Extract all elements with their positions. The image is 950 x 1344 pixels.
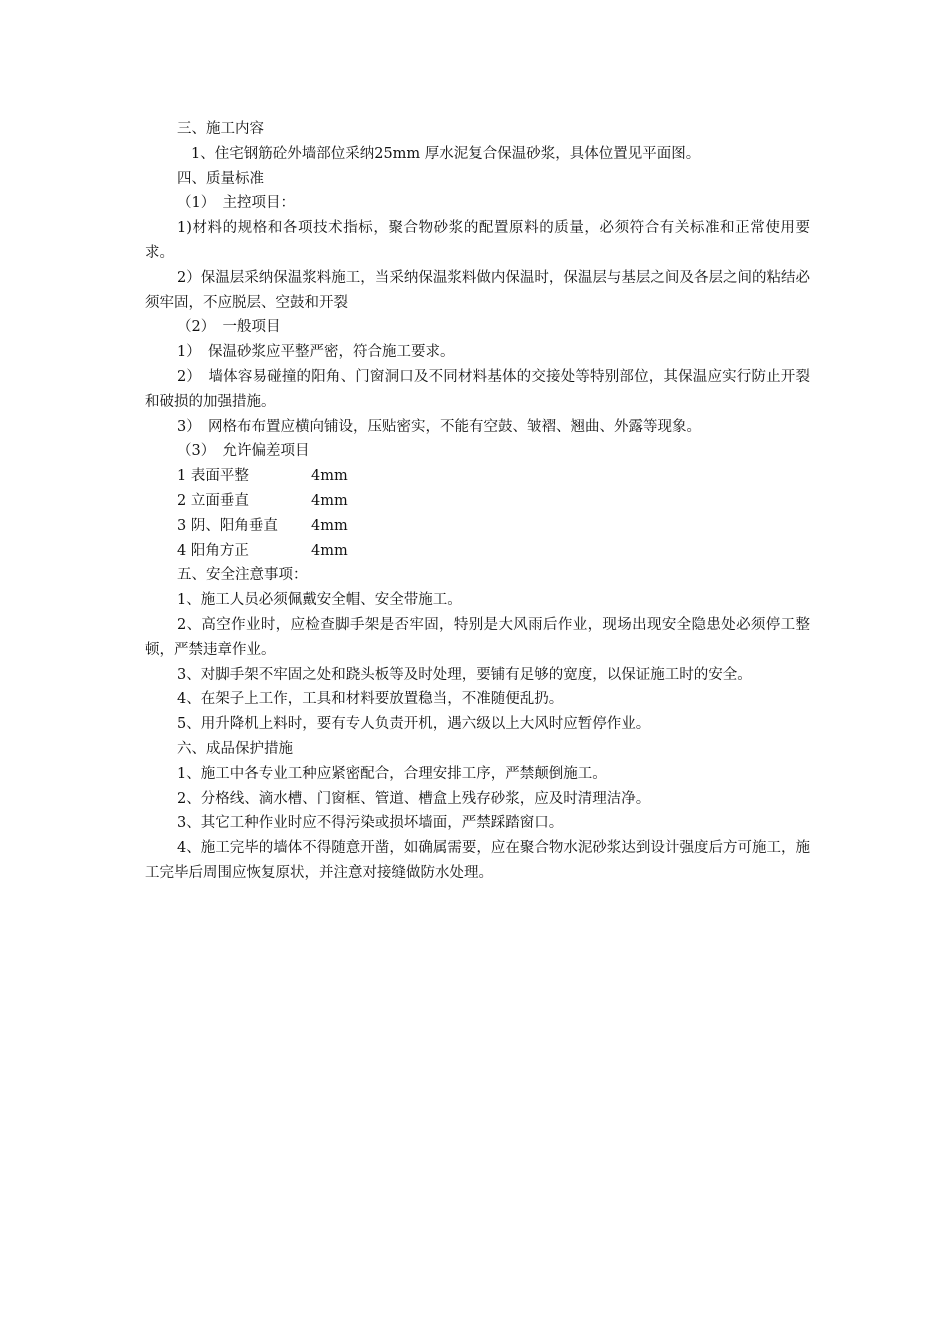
safety-item-3: 3、对脚手架不牢固之处和跷头板等及时处理，要铺有足够的宽度，以保证施工时的安全。 <box>177 666 752 683</box>
deviation-row <box>145 514 810 539</box>
general-item-3: 3） 网格布布置应横向铺设，压贴密实，不能有空鼓、皱褶、翘曲、外露等现象。 <box>177 418 701 435</box>
deviation-item: 4 阳角方正 <box>177 542 249 559</box>
deviation-row <box>145 489 810 514</box>
section-3-item-1: 1、住宅钢筋砼外墙部位采纳25mm 厚水泥复合保温砂浆，具体位置见平面图。 <box>191 145 701 162</box>
protection-item-4: 4、施工完毕的墙体不得随意开凿，如确属需要，应在聚合物水泥砂浆达到设计强度后方可施工，施工完毕后周围应恢复原状，并注意对接缝做防水处理。 <box>145 840 810 881</box>
section-5-title: 五、安全注意事项： <box>177 567 308 584</box>
main-item-1: 1)材料的规格和各项技术指标，聚合物砂浆的配置原料的质量，必须符合有关标准和正常使用要求。 <box>145 220 810 261</box>
protection-item-2: 2、分格线、滴水槽、门窗框、管道、槽盒上残存砂浆，应及时清理洁净。 <box>177 790 651 807</box>
deviation-row <box>145 539 810 564</box>
document-body <box>145 117 810 886</box>
deviation-value: 4mm <box>311 517 348 534</box>
safety-item-4: 4、在架子上工作，工具和材料要放置稳当，不准随便乱扔。 <box>177 691 564 708</box>
section-4-title: 四、质量标准 <box>177 170 264 187</box>
section-6-title: 六、成品保护措施 <box>177 740 293 757</box>
safety-item-5: 5、用升降机上料时，要有专人负责开机，遇六级以上大风时应暂停作业。 <box>177 716 651 733</box>
deviation-item: 1 表面平整 <box>177 468 249 485</box>
deviation-row <box>145 464 810 489</box>
deviation-item: 2 立面垂直 <box>177 492 249 509</box>
deviation-value: 4mm <box>311 542 348 559</box>
deviation-items-title: （3） 允许偏差项目 <box>177 443 310 460</box>
protection-item-3: 3、其它工种作业时应不得污染或损坏墙面，严禁踩踏窗口。 <box>177 815 564 832</box>
safety-item-1: 1、施工人员必须佩戴安全帽、安全带施工。 <box>177 592 462 609</box>
general-item-1: 1） 保温砂浆应平整严密，符合施工要求。 <box>177 344 455 361</box>
general-items-title: （2） 一般项目 <box>177 319 281 336</box>
deviation-value: 4mm <box>311 492 348 509</box>
main-item-2: 2）保温层采纳保温浆料施工，当采纳保温浆料做内保温时，保温层与基层之间及各层之间的粘结必须牢固，不应脱层、空鼓和开裂 <box>145 269 810 311</box>
deviation-item: 3 阴、阳角垂直 <box>177 517 278 534</box>
protection-item-1: 1、施工中各专业工种应紧密配合，合理安排工序，严禁颠倒施工。 <box>177 765 607 782</box>
safety-item-2: 2、高空作业时，应检查脚手架是否牢固，特别是大风雨后作业，现场出现安全隐患处必须停工整顿，严禁违章作业。 <box>145 616 810 658</box>
general-item-2: 2） 墙体容易碰撞的阳角、门窗洞口及不同材料基体的交接处等特别部位，其保温应实行防止开裂和破损的加强措施。 <box>145 368 810 410</box>
deviation-value: 4mm <box>311 468 348 485</box>
main-items-title: （1） 主控项目： <box>177 195 295 212</box>
section-3-title: 三、施工内容 <box>177 121 264 137</box>
